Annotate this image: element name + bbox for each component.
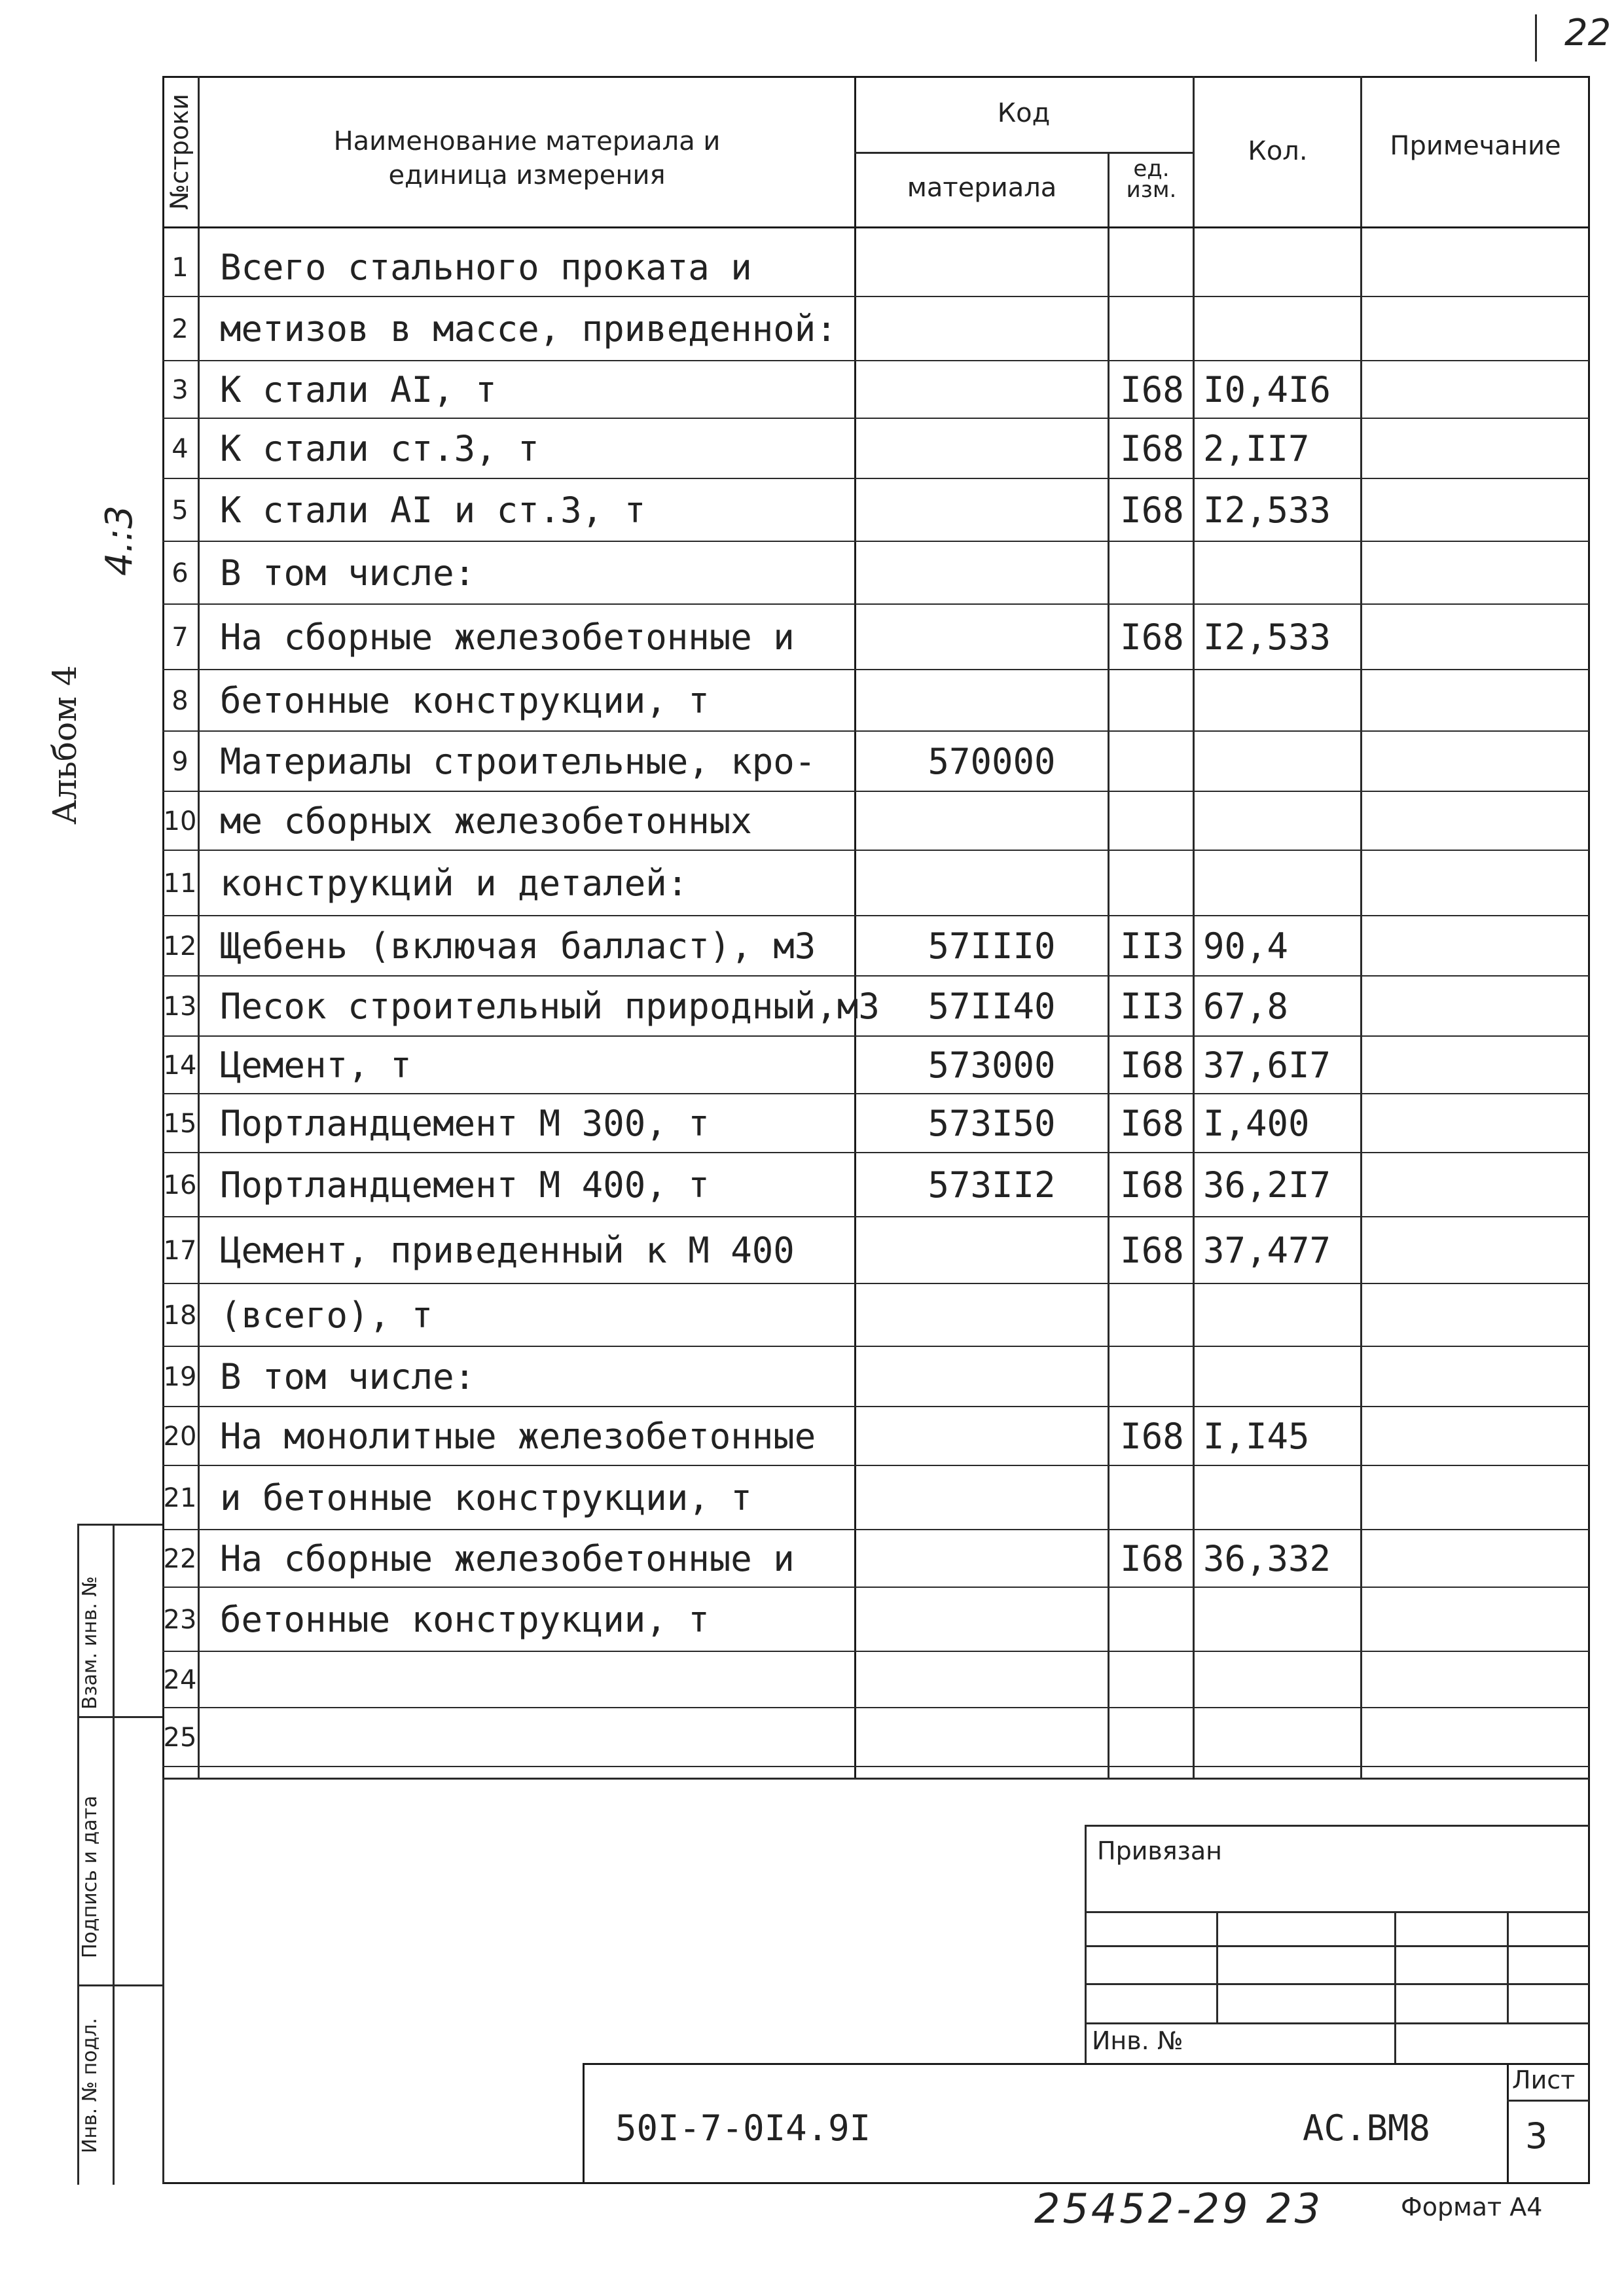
bound-top-line bbox=[1085, 1825, 1589, 1827]
row-separator bbox=[162, 1216, 1589, 1217]
row-number: 22 bbox=[163, 1544, 197, 1574]
material-code: 570000 bbox=[928, 741, 1056, 782]
quantity: I2,533 bbox=[1203, 617, 1331, 658]
row-number: 5 bbox=[171, 495, 189, 526]
material-code: 57II40 bbox=[928, 986, 1056, 1027]
row-separator bbox=[162, 1651, 1589, 1652]
row-separator bbox=[162, 975, 1589, 977]
unit-code bbox=[1113, 792, 1191, 851]
material-code bbox=[864, 1217, 1119, 1284]
header-unit: ед. изм. bbox=[1126, 156, 1177, 203]
material-name: ме сборных железобетонных bbox=[220, 800, 752, 842]
material-name: Всего стального проката и bbox=[220, 247, 752, 288]
bound-left-line bbox=[1085, 1825, 1087, 2064]
row-number: 17 bbox=[163, 1236, 197, 1266]
material-code bbox=[864, 851, 1119, 916]
unit-code bbox=[1113, 732, 1191, 792]
quantity: 36,2I7 bbox=[1203, 1164, 1331, 1206]
row-number: 23 bbox=[163, 1605, 197, 1635]
row-number: 10 bbox=[163, 806, 197, 836]
row-separator bbox=[162, 791, 1589, 792]
row-number: 4 bbox=[171, 434, 189, 464]
row-separator bbox=[162, 1529, 1589, 1530]
bound-line-3 bbox=[1085, 1983, 1589, 1985]
material-name: конструкций и деталей: bbox=[220, 863, 689, 904]
stamp-replaced-inv: Взам. инв. № bbox=[79, 1576, 101, 1710]
lower-left bbox=[162, 1778, 164, 2183]
header-bottom-line bbox=[162, 226, 1589, 228]
quantity: I,400 bbox=[1203, 1103, 1310, 1144]
row-number: 14 bbox=[163, 1050, 197, 1081]
document-code: 50I-7-0I4.9I bbox=[615, 2108, 871, 2149]
material-name: Цемент, приведенный к М 400 bbox=[220, 1230, 795, 1271]
header-quantity: Кол. bbox=[1248, 136, 1308, 166]
row-separator bbox=[162, 296, 1589, 297]
row-separator bbox=[162, 1707, 1589, 1708]
album-handwritten-note: 4.:3 bbox=[98, 505, 141, 576]
material-code bbox=[864, 542, 1119, 605]
material-code bbox=[864, 1530, 1119, 1588]
unit-code bbox=[1113, 1708, 1191, 1767]
row-number: 9 bbox=[171, 747, 189, 777]
material-code bbox=[864, 361, 1119, 419]
col-line-name bbox=[854, 76, 856, 1778]
row-separator bbox=[162, 1587, 1589, 1588]
unit-code: I68 bbox=[1120, 428, 1184, 469]
material-code bbox=[864, 605, 1119, 670]
unit-code: I68 bbox=[1120, 1416, 1184, 1457]
unit-code: I68 bbox=[1120, 1230, 1184, 1271]
material-code bbox=[864, 1708, 1119, 1767]
frame-bottom bbox=[162, 2182, 1590, 2184]
quantity: 36,332 bbox=[1203, 1538, 1331, 1579]
row-separator bbox=[162, 1035, 1589, 1037]
stamp-top bbox=[583, 2063, 1589, 2065]
row-number: 24 bbox=[163, 1665, 197, 1695]
unit-code: II3 bbox=[1120, 986, 1184, 1027]
row-separator bbox=[162, 1465, 1589, 1466]
row-separator bbox=[162, 541, 1589, 542]
material-code bbox=[864, 1284, 1119, 1347]
unit-code: II3 bbox=[1120, 925, 1184, 967]
material-code bbox=[864, 1407, 1119, 1466]
header-material-name: Наименование материала и единица измерения bbox=[333, 126, 721, 190]
row-separator bbox=[162, 1406, 1589, 1407]
stamp-line-1 bbox=[77, 1716, 162, 1718]
material-name: Портландцемент М 300, т bbox=[220, 1103, 710, 1144]
bound-line-1 bbox=[1085, 1911, 1589, 1913]
row-number: 13 bbox=[163, 992, 197, 1022]
row-separator bbox=[162, 603, 1589, 605]
document-mark: AC.BM8 bbox=[1303, 2108, 1431, 2149]
row-number: 21 bbox=[163, 1483, 197, 1513]
album-label bbox=[46, 628, 85, 825]
row-number: 25 bbox=[163, 1723, 197, 1753]
unit-code: I68 bbox=[1120, 490, 1184, 531]
quantity: 90,4 bbox=[1203, 925, 1289, 967]
sheet-corner-number: 22 bbox=[1564, 12, 1612, 54]
unit-code: I68 bbox=[1120, 1045, 1184, 1086]
material-code: 573000 bbox=[928, 1045, 1056, 1086]
row-number: 11 bbox=[163, 869, 197, 899]
material-name: Щебень (включая балласт), м3 bbox=[220, 925, 816, 967]
material-code bbox=[864, 297, 1119, 361]
material-code bbox=[864, 419, 1119, 479]
material-name: Материалы строительные, кро- bbox=[220, 741, 816, 782]
sheet-col-line bbox=[1507, 2063, 1509, 2183]
stamp-line-2 bbox=[77, 1984, 162, 1986]
stamp-signature-date: Подпись и дата bbox=[79, 1795, 101, 1958]
bound-line-2 bbox=[1085, 1945, 1589, 1947]
stamp-divider bbox=[113, 1524, 115, 2185]
row-number: 6 bbox=[171, 558, 189, 588]
material-name: На сборные железобетонные и bbox=[220, 1538, 795, 1579]
unit-code bbox=[1113, 238, 1191, 297]
row-number: 2 bbox=[171, 314, 189, 344]
row-number: 1 bbox=[171, 253, 189, 283]
unit-code: I68 bbox=[1120, 617, 1184, 658]
row-separator bbox=[162, 1766, 1589, 1767]
col-line-unit bbox=[1193, 76, 1195, 1778]
material-name: В том числе: bbox=[220, 1356, 476, 1397]
material-code bbox=[864, 1347, 1119, 1407]
material-name: метизов в массе, приведенной: bbox=[220, 308, 837, 350]
quantity: 2,II7 bbox=[1203, 428, 1310, 469]
row-separator bbox=[162, 730, 1589, 732]
frame-top bbox=[162, 76, 1589, 78]
row-number: 18 bbox=[163, 1300, 197, 1331]
stamp-top-line bbox=[77, 1524, 162, 1526]
material-code bbox=[864, 1466, 1119, 1530]
quantity: I,I45 bbox=[1203, 1416, 1310, 1457]
material-name: К стали AI, т bbox=[220, 369, 497, 410]
unit-code: I68 bbox=[1120, 1164, 1184, 1206]
row-separator bbox=[162, 418, 1589, 419]
sheet-number: 3 bbox=[1525, 2115, 1548, 2157]
row-separator bbox=[162, 1346, 1589, 1347]
material-name: К стали AI и ст.3, т bbox=[220, 490, 646, 531]
unit-code bbox=[1113, 670, 1191, 732]
bound-label: Привязан bbox=[1097, 1837, 1222, 1865]
stamp-original-inv: Инв. № подл. bbox=[79, 2018, 101, 2153]
header-row-number: №строки bbox=[165, 94, 194, 210]
row-separator bbox=[162, 1283, 1589, 1284]
material-name: На сборные железобетонные и bbox=[220, 617, 795, 658]
sheet-label: Лист bbox=[1512, 2066, 1576, 2094]
row-number: 20 bbox=[163, 1422, 197, 1452]
quantity: 37,477 bbox=[1203, 1230, 1331, 1271]
table-bottom-line bbox=[162, 1778, 1589, 1780]
quantity: I2,533 bbox=[1203, 490, 1331, 531]
material-name: Песок строительный природный,м3 bbox=[220, 986, 880, 1027]
stamp-left bbox=[583, 2063, 585, 2183]
unit-code: I68 bbox=[1120, 1538, 1184, 1579]
corner-mark-line bbox=[1535, 14, 1537, 62]
material-name: (всего), т bbox=[220, 1295, 433, 1336]
material-name: На монолитные железобетонные bbox=[220, 1416, 816, 1457]
material-code: 573II2 bbox=[928, 1164, 1056, 1206]
row-number: 3 bbox=[171, 375, 189, 405]
material-code bbox=[864, 1652, 1119, 1708]
material-name: К стали ст.3, т bbox=[220, 428, 539, 469]
material-name: и бетонные конструкции, т bbox=[220, 1477, 752, 1518]
row-number: 8 bbox=[171, 686, 189, 716]
material-code bbox=[864, 238, 1119, 297]
unit-code bbox=[1113, 297, 1191, 361]
row-separator bbox=[162, 478, 1589, 479]
quantity: I0,4I6 bbox=[1203, 369, 1331, 410]
sheet-label-line bbox=[1507, 2100, 1589, 2102]
bound-col-3 bbox=[1507, 1911, 1509, 2022]
bound-col-1 bbox=[1216, 1911, 1218, 2022]
material-name: В том числе: bbox=[220, 552, 476, 594]
row-number: 16 bbox=[163, 1170, 197, 1200]
quantity: 37,6I7 bbox=[1203, 1045, 1331, 1086]
unit-code bbox=[1113, 851, 1191, 916]
unit-code bbox=[1113, 1652, 1191, 1708]
material-code: 57III0 bbox=[928, 925, 1056, 967]
unit-code: I68 bbox=[1120, 369, 1184, 410]
unit-code bbox=[1113, 1347, 1191, 1407]
unit-code bbox=[1113, 542, 1191, 605]
unit-code: I68 bbox=[1120, 1103, 1184, 1144]
paper-format: Формат А4 bbox=[1401, 2193, 1543, 2221]
row-separator bbox=[162, 1093, 1589, 1094]
row-separator bbox=[162, 669, 1589, 670]
frame-right bbox=[1588, 76, 1590, 2183]
quantity: 67,8 bbox=[1203, 986, 1289, 1027]
material-code: 573I50 bbox=[928, 1103, 1056, 1144]
handwritten-inventory-number: 25452-29 23 bbox=[1034, 2185, 1324, 2233]
header-note: Примечание bbox=[1390, 131, 1561, 161]
row-separator bbox=[162, 915, 1589, 916]
code-subheader-line bbox=[854, 152, 1193, 154]
material-name: Портландцемент М 400, т bbox=[220, 1164, 710, 1206]
row-separator bbox=[162, 360, 1589, 361]
album-label-text: Альбом 4 bbox=[46, 665, 84, 825]
material-code bbox=[864, 670, 1119, 732]
unit-code bbox=[1113, 1284, 1191, 1347]
material-code bbox=[864, 792, 1119, 851]
row-separator bbox=[162, 1152, 1589, 1153]
col-line-qty bbox=[1360, 76, 1362, 1778]
row-number: 12 bbox=[163, 931, 197, 961]
material-code bbox=[864, 1588, 1119, 1652]
material-name: Цемент, т bbox=[220, 1045, 412, 1086]
unit-code bbox=[1113, 1466, 1191, 1530]
unit-code bbox=[1113, 1588, 1191, 1652]
row-separator bbox=[162, 850, 1589, 851]
col-line-rownum bbox=[198, 76, 200, 1778]
material-code bbox=[864, 479, 1119, 542]
inv-label: Инв. № bbox=[1092, 2026, 1183, 2055]
header-code: Код bbox=[997, 98, 1051, 128]
bound-col-2 bbox=[1394, 1911, 1396, 2064]
bound-line-4 bbox=[1085, 2022, 1589, 2024]
material-name: бетонные конструкции, т bbox=[220, 1599, 710, 1640]
row-number: 7 bbox=[171, 622, 189, 653]
header-material-code: материала bbox=[907, 173, 1057, 203]
row-number: 19 bbox=[163, 1362, 197, 1392]
material-name: бетонные конструкции, т bbox=[220, 680, 710, 721]
row-number: 15 bbox=[163, 1109, 197, 1139]
